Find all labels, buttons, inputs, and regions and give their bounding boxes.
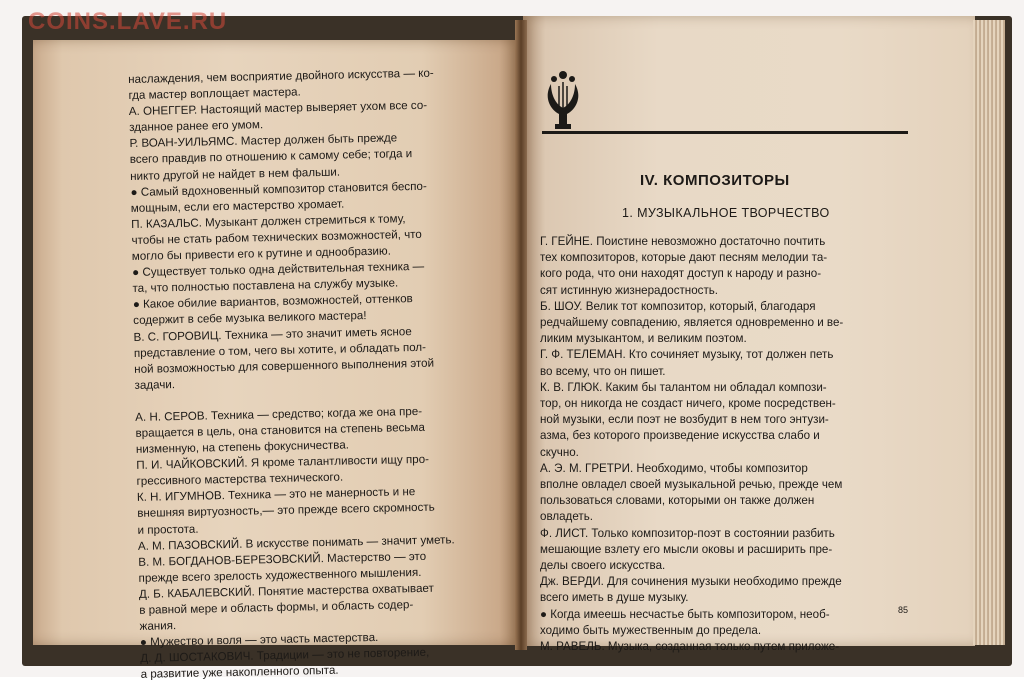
page-number: 85 bbox=[898, 605, 909, 615]
text-line: ной возможностью для совершенного выполнения этой bbox=[134, 356, 435, 376]
text-line: азма, без которого произведение искусства слабо и bbox=[540, 429, 820, 443]
text-line: А. М. ПАЗОВСКИЙ. В искусстве понимать — значит уметь. bbox=[137, 532, 455, 553]
text-line: наслаждения, чем восприятие двойного искусства — ко- bbox=[128, 66, 434, 86]
text-line: чтобы не стать рабом технических возможностей, что bbox=[131, 227, 422, 247]
text-line: никто другой не найдет в нем фальши. bbox=[130, 165, 341, 183]
text-line: представление о том, чего вы хотите, и обладать пол- bbox=[133, 340, 427, 360]
lyre-icon bbox=[545, 70, 581, 132]
text-line: В. М. БОГДАНОВ-БЕРЕЗОВСКИЙ. Мастерство — это bbox=[138, 549, 427, 569]
text-line: прежде всего зрелость художественного мышления. bbox=[138, 565, 422, 585]
text-line: Д. Б. КАБАЛЕВСКИЙ. Понятие мастерства охватывает bbox=[138, 581, 434, 601]
text-line: мощным, если его мастерство хромает. bbox=[130, 197, 345, 215]
text-line: Б. ШОУ. Велик тот композитор, который, благодаря bbox=[540, 299, 816, 313]
text-line: ● Самый вдохновенный композитор становится беспо- bbox=[130, 179, 427, 199]
text-line: делы своего искусства. bbox=[540, 559, 666, 573]
text-line: ● Когда имеешь несчастье быть композитором, необ- bbox=[540, 607, 830, 621]
text-line: редчайшему совпадению, является одновременно и ве- bbox=[540, 316, 844, 330]
text-line: содержит в себе музыка великого мастера! bbox=[133, 309, 367, 328]
text-line: пользоваться словами, которыми он также должен bbox=[540, 494, 815, 508]
text-line: сят истинную жизнерадостность. bbox=[540, 283, 719, 297]
page-edges bbox=[973, 20, 1005, 645]
text-line: П. КАЗАЛЬС. Музыкант должен стремиться к тому, bbox=[131, 212, 406, 231]
text-line: скучно. bbox=[540, 445, 579, 459]
text-line: Д. Д. ШОСТАКОВИЧ. Традиции — это не повторение, bbox=[140, 646, 430, 666]
text-line: внешняя виртуозность,— это прежде всего скромность bbox=[137, 501, 435, 521]
text-line: кого рода, что они находят доступ к народу и разно- bbox=[540, 267, 822, 281]
text-line: а развитие уже накопленного опыта. bbox=[140, 664, 339, 682]
section-title: 1. МУЗЫКАЛЬНОЕ ТВОРЧЕСТВО bbox=[622, 206, 830, 220]
text-line: задачи. bbox=[134, 377, 176, 392]
text-line: К. Н. ИГУМНОВ. Техника — это не манерность и не bbox=[136, 485, 416, 505]
text-line: ● Какое обилие вариантов, возможностей, оттенков bbox=[132, 292, 413, 312]
text-line: вполне овладел своей музыкальной речью, прежде чем bbox=[540, 478, 843, 492]
text-line: вращается в цель, она становится на степень весьма bbox=[135, 420, 425, 440]
text-line: низменную, на степень фокусничества. bbox=[135, 438, 350, 456]
text-line: ● Мужество и воля — это часть мастерства. bbox=[139, 631, 379, 650]
text-line: могло бы привести его к рутине и однообразию. bbox=[131, 244, 392, 263]
text-line: А. Э. М. ГРЕТРИ. Необходимо, чтобы композитор bbox=[540, 461, 808, 475]
text-line: Ф. ЛИСТ. Только композитор-поэт в состоянии разбить bbox=[540, 526, 835, 540]
text-line: гда мастер воплощает мастера. bbox=[128, 85, 301, 103]
text-line: всего иметь в душе музыку. bbox=[540, 591, 689, 605]
text-line: та, что полностью поставлена на службу музыке. bbox=[132, 276, 399, 296]
text-line: Дж. ВЕРДИ. Для сочинения музыки необходимо прежде bbox=[540, 575, 842, 589]
text-line: П. И. ЧАЙКОВСКИЙ. Я кроме талантливости ищу про- bbox=[136, 452, 430, 473]
text-line: В. С. ГОРОВИЦ. Техника — это значит иметь ясное bbox=[133, 324, 412, 344]
chapter-rule bbox=[542, 131, 908, 134]
chapter-title: IV. КОМПОЗИТОРЫ bbox=[640, 172, 790, 189]
text-line: К. В. ГЛЮК. Каким бы талантом ни обладал компози- bbox=[540, 380, 827, 394]
text-line: А. Н. СЕРОВ. Техника — средство; когда же она пре- bbox=[135, 404, 423, 424]
text-line: М. РАВЕЛЬ. Музыка, созданная только путем приложе- bbox=[540, 640, 840, 654]
right-page-text bbox=[540, 234, 920, 655]
text-line: ной музыки, если поэт не возбудит в нем того энтузи- bbox=[540, 413, 829, 427]
text-line: ходимо быть мужественным до предела. bbox=[540, 623, 762, 637]
text-line: Г. Ф. ТЕЛЕМАН. Кто сочиняет музыку, тот должен петь bbox=[540, 348, 834, 362]
text-line: мешающие взлету его мысли оковы и расширить пре- bbox=[540, 542, 833, 556]
text-line: ликим музыкантом, и великим поэтом. bbox=[540, 332, 747, 346]
text-line: во всему, что он пишет. bbox=[540, 364, 666, 378]
text-line: и простота. bbox=[137, 522, 199, 537]
text-line: тех композиторов, которые дают песням мелодии та- bbox=[540, 251, 828, 265]
text-line: овладеть. bbox=[540, 510, 593, 524]
text-line: Г. ГЕЙНЕ. Поистине невозможно достаточно почтить bbox=[540, 235, 826, 248]
text-line: ● Существует только одна действительная техника — bbox=[132, 259, 425, 280]
text-line: грессивного мастерства технического. bbox=[136, 470, 344, 489]
left-page-text bbox=[128, 64, 513, 683]
text-line: Р. ВОАН-УИЛЬЯМС. Мастер должен быть прежде bbox=[129, 131, 398, 151]
text-line: тор, он никогда не создаст ничего, кроме посредствен- bbox=[540, 397, 836, 411]
text-line: в равной мере и область формы, и область содер- bbox=[139, 598, 414, 617]
text-line: А. ОНЕГГЕР. Настоящий мастер выверяет ухом все со- bbox=[128, 98, 428, 119]
watermark: COINS.LAVE.RU bbox=[28, 8, 228, 35]
text-line: жания. bbox=[139, 619, 177, 633]
text-line: всего правдив по отношению к самому себе; тогда и bbox=[129, 147, 413, 167]
text-line: зданное ранее его умом. bbox=[129, 118, 264, 135]
book-spine bbox=[515, 20, 527, 650]
